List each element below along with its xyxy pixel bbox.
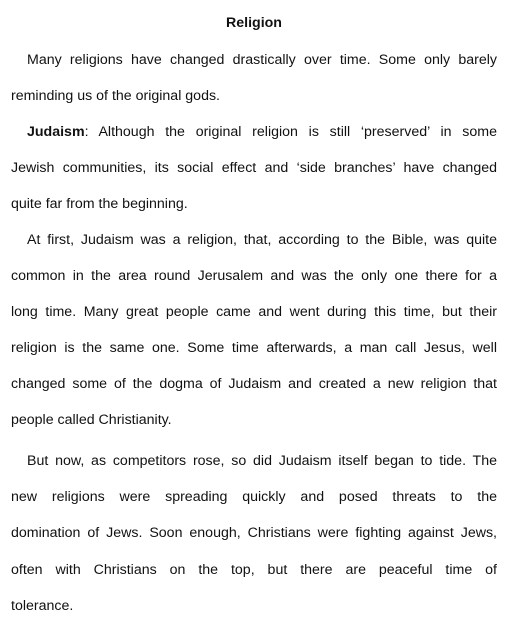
paragraph-1-line-1: Many religions have changed drastically over time. Some only barely xyxy=(27,52,497,68)
judaism-heading: Judaism xyxy=(27,124,85,140)
paragraph-1-line-2: reminding us of the original gods. xyxy=(11,88,220,104)
paragraph-4-line-3: domination of Jews. Soon enough, Christians were fighting against Jews, xyxy=(11,525,497,541)
paragraph-3-line-4: religion is the same one. Some time afterwards, a man call Jesus, well xyxy=(11,340,497,356)
paragraph-3-line-1: At first, Judaism was a religion, that, according to the Bible, was quite xyxy=(27,232,497,248)
paragraph-4-line-5: tolerance. xyxy=(11,598,74,614)
paragraph-4-line-1: But now, as competitors rose, so did Judaism itself began to tide. The xyxy=(27,453,497,469)
paragraph-3-line-5: changed some of the dogma of Judaism and created a new religion that xyxy=(11,376,497,392)
paragraph-4-line-4: often with Christians on the top, but there are peaceful time of xyxy=(11,562,497,578)
document-title: Religion xyxy=(226,15,282,31)
paragraph-2-line-2: Jewish communities, its social effect and ‘side branches’ have changed xyxy=(11,160,497,176)
paragraph-2-line-3: quite far from the beginning. xyxy=(11,196,188,212)
paragraph-2-line-1-text: : Although the original religion is still ‘preserved’ in some xyxy=(84,124,497,140)
paragraph-3-line-3: long time. Many great people came and went during this time, but their xyxy=(11,304,497,320)
paragraph-3-line-2: common in the area round Jerusalem and was the only one there for a xyxy=(11,268,497,284)
paragraph-2-line-1 xyxy=(27,122,497,142)
paragraph-4-line-2: new religions were spreading quickly and posed threats to the xyxy=(11,489,497,505)
paragraph-3-line-6: people called Christianity. xyxy=(11,412,172,428)
